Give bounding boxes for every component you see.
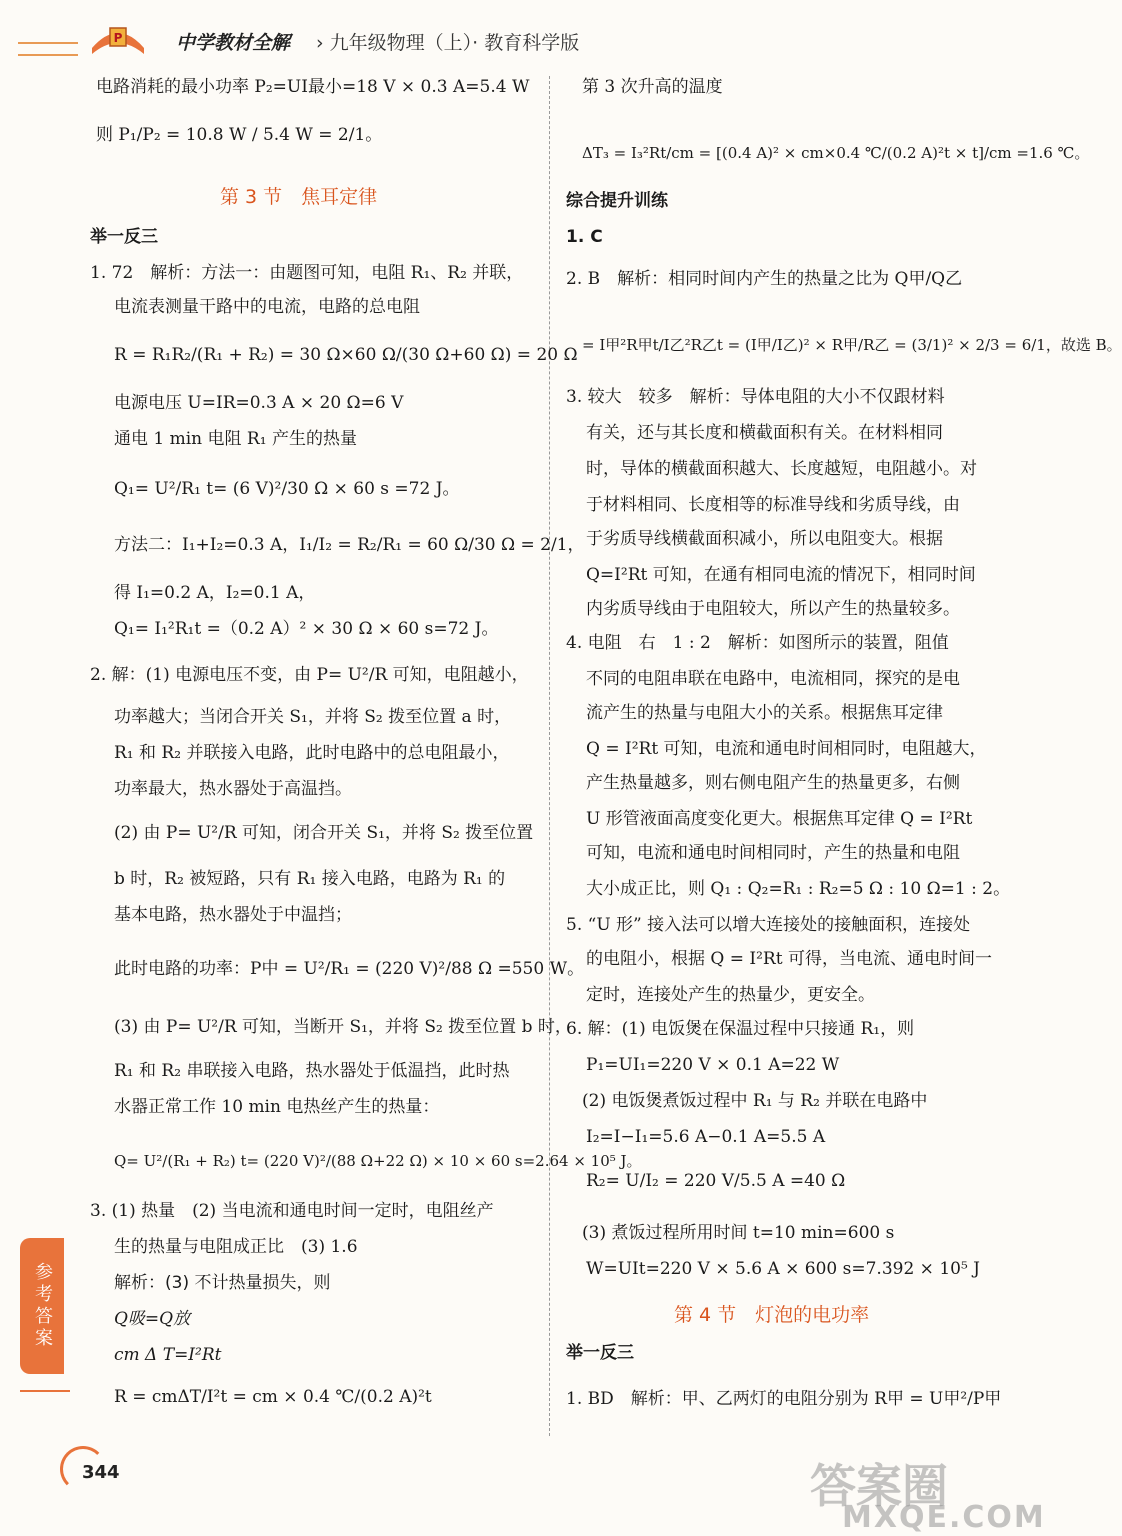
text-line: Q = I²Rt 可知，电流和通电时间相同时，电阻越大， — [586, 739, 987, 759]
text-line: 6. 解：(1) 电饭煲在保温过程中只接通 R₁，则 — [566, 1019, 915, 1039]
text-line: (2) 电饭煲煮饭过程中 R₁ 与 R₂ 并联在电路中 — [582, 1091, 928, 1111]
text-line: 电源电压 U=IR=0.3 A × 20 Ω=6 V — [114, 393, 404, 413]
page-header — [0, 0, 1009, 70]
text-line: R₁ 和 R₂ 串联接入电路，热水器处于低温挡，此时热 — [114, 1061, 510, 1081]
text-line: 功率最大，热水器处于高温挡。 — [114, 779, 352, 799]
text-line: 定时，连接处产生的热量少，更安全。 — [586, 985, 875, 1005]
formula-line: = I甲²R甲t/I乙²R乙t = (I甲/I乙)² × R甲/R乙 = (3/1)² × 2/3 = 6/1，故选 B。 — [582, 336, 1122, 354]
text-line: 通电 1 min 电阻 R₁ 产生的热量 — [114, 429, 357, 449]
text-line: 不同的电阻串联在电路中，电流相同，探究的是电 — [586, 669, 960, 689]
section-title: 第 3 节 焦耳定律 — [220, 186, 378, 208]
side-decor-line — [20, 1390, 70, 1392]
text-line: 大小成正比，则 Q₁ : Q₂=R₁ : R₂=5 Ω : 10 Ω=1 : 2。 — [586, 879, 1011, 899]
header-title: 中学教材全解 — [176, 32, 291, 54]
answer-side-tab: 参考答案 — [20, 1238, 64, 1374]
text-line: b 时，R₂ 被短路，只有 R₁ 接入电路，电路为 R₁ 的 — [114, 869, 506, 889]
subsection-title: 综合提升训练 — [566, 191, 668, 211]
text-line: 得 I₁=0.2 A，I₂=0.1 A， — [114, 583, 316, 603]
text-line: 3. (1) 热量 (2) 当电流和通电时间一定时，电阻丝产 — [90, 1201, 494, 1221]
text-line: 4. 电阻 右 1 : 2 解析：如图所示的装置，阻值 — [566, 633, 949, 653]
text-line: 生的热量与电阻成正比 (3) 1.6 — [114, 1237, 358, 1257]
text-line: 有关，还与其长度和横截面积有关。在材料相同 — [586, 423, 943, 443]
column-divider — [549, 76, 550, 1436]
formula-line: P₁=UI₁=220 V × 0.1 A=22 W — [586, 1055, 840, 1075]
header-subtitle: › 九年级物理（上）· 教育科学版 — [316, 32, 580, 54]
formula-line: 方法二：I₁+I₂=0.3 A，I₁/I₂ = R₂/R₁ = 60 Ω/30 Ω = 2/1， — [114, 535, 585, 555]
section-title: 第 4 节 灯泡的电功率 — [674, 1304, 870, 1326]
formula-line: I₂=I−I₁=5.6 A−0.1 A=5.5 A — [586, 1127, 826, 1147]
text-line: 水器正常工作 10 min 电热丝产生的热量： — [114, 1097, 440, 1117]
text-line: 功率越大；当闭合开关 S₁，并将 S₂ 拨至位置 a 时， — [114, 707, 512, 727]
formula-line: Q₁= I₁²R₁t =（0.2 A）² × 30 Ω × 60 s=72 J。 — [114, 619, 499, 639]
formula-line: 此时电路的功率：P中 = U²/R₁ = (220 V)²/88 Ω =550 W。 — [114, 959, 585, 979]
formula-line: Q₁= U²/R₁ t= (6 V)²/30 Ω × 60 s =72 J。 — [114, 479, 460, 499]
text-line: (3) 煮饭过程所用时间 t=10 min=600 s — [582, 1223, 895, 1243]
page-number: 344 — [82, 1462, 120, 1483]
formula-line: R₂= U/I₂ = 220 V/5.5 A =40 Ω — [586, 1171, 846, 1191]
svg-text:P: P — [113, 31, 123, 45]
text-line: 3. 较大 较多 解析：导体电阻的大小不仅跟材料 — [566, 387, 945, 407]
text-line: Q=I²Rt 可知，在通有相同电流的情况下，相同时间 — [586, 565, 976, 585]
text-line: 1. BD 解析：甲、乙两灯的电阻分别为 R甲 = U甲²/P甲 — [566, 1389, 1002, 1409]
text-line: 电路消耗的最小功率 P₂=UI最小=18 V × 0.3 A=5.4 W — [96, 77, 530, 97]
text-line: 电流表测量干路中的电流，电路的总电阻 — [114, 297, 420, 317]
formula-line: R = R₁R₂/(R₁ + R₂) = 30 Ω×60 Ω/(30 Ω+60 Ω) = 20 Ω — [114, 345, 578, 365]
formula-line: cm Δ T=I²Rt — [114, 1345, 222, 1365]
formula-line: ΔT₃ = I₃²Rt/cm = [(0.4 A)² × cm×0.4 ℃/(0.2 A)²t × t]/cm =1.6 ℃。 — [582, 144, 1090, 162]
text-line: 则 P₁/P₂ = 10.8 W / 5.4 W = 2/1。 — [96, 125, 383, 145]
formula-line: Q= U²/(R₁ + R₂) t= (220 V)²/(88 Ω+22 Ω) × 10 × 60 s=2.64 × 10⁵ J。 — [114, 1152, 642, 1170]
header-decor-lines — [18, 42, 78, 56]
text-line: 内劣质导线由于电阻较大，所以产生的热量较多。 — [586, 599, 960, 619]
text-line: 产生热量越多，则右侧电阻产生的热量更多，右侧 — [586, 773, 960, 793]
book-logo-icon — [88, 18, 148, 58]
text-line: 基本电路，热水器处于中温挡； — [114, 905, 352, 925]
formula-line: R = cmΔT/I²t = cm × 0.4 ℃/(0.2 A)²t — [114, 1387, 432, 1407]
text-line: 流产生的热量与电阻大小的关系。根据焦耳定律 — [586, 703, 943, 723]
formula-line: W=UIt=220 V × 5.6 A × 600 s=7.392 × 10⁵ J — [586, 1259, 980, 1279]
text-line: 1. C — [566, 227, 603, 247]
formula-line: Q吸=Q放 — [114, 1309, 191, 1329]
text-line: 2. 解：(1) 电源电压不变，由 P= U²/R 可知，电阻越小， — [90, 665, 529, 685]
watermark: 答案圈 — [810, 1459, 948, 1513]
text-line: 解析：(3) 不计热量损失，则 — [114, 1273, 331, 1293]
text-line: (2) 由 P= U²/R 可知，闭合开关 S₁，并将 S₂ 拨至位置 — [114, 823, 534, 843]
text-line: 时，导体的横截面积越大、长度越短，电阻越小。对 — [586, 459, 977, 479]
text-line: 的电阻小，根据 Q = I²Rt 可得，当电流、通电时间一 — [586, 949, 992, 969]
subsection-title: 举一反三 — [566, 1343, 634, 1363]
watermark-url: MXQE.COM — [842, 1500, 1046, 1535]
text-line: 2. B 解析：相同时间内产生的热量之比为 Q甲/Q乙 — [566, 269, 963, 289]
text-line: 于材料相同、长度相等的标准导线和劣质导线，由 — [586, 495, 960, 515]
text-line: (3) 由 P= U²/R 可知，当断开 S₁，并将 S₂ 拨至位置 b 时， — [114, 1017, 572, 1037]
text-line: R₁ 和 R₂ 并联接入电路，此时电路中的总电阻最小， — [114, 743, 510, 763]
text-line: 5. “U 形” 接入法可以增大连接处的接触面积，连接处 — [566, 915, 971, 935]
text-line: U 形管液面高度变化更大。根据焦耳定律 Q = I²Rt — [586, 809, 973, 829]
text-line: 1. 72 解析：方法一：由题图可知，电阻 R₁、R₂ 并联， — [90, 263, 524, 283]
text-line: 可知，电流和通电时间相同时，产生的热量和电阻 — [586, 843, 960, 863]
text-line: 第 3 次升高的温度 — [582, 77, 723, 97]
text-line: 于劣质导线横截面积减小，所以电阻变大。根据 — [586, 529, 943, 549]
subsection-title: 举一反三 — [90, 227, 158, 247]
